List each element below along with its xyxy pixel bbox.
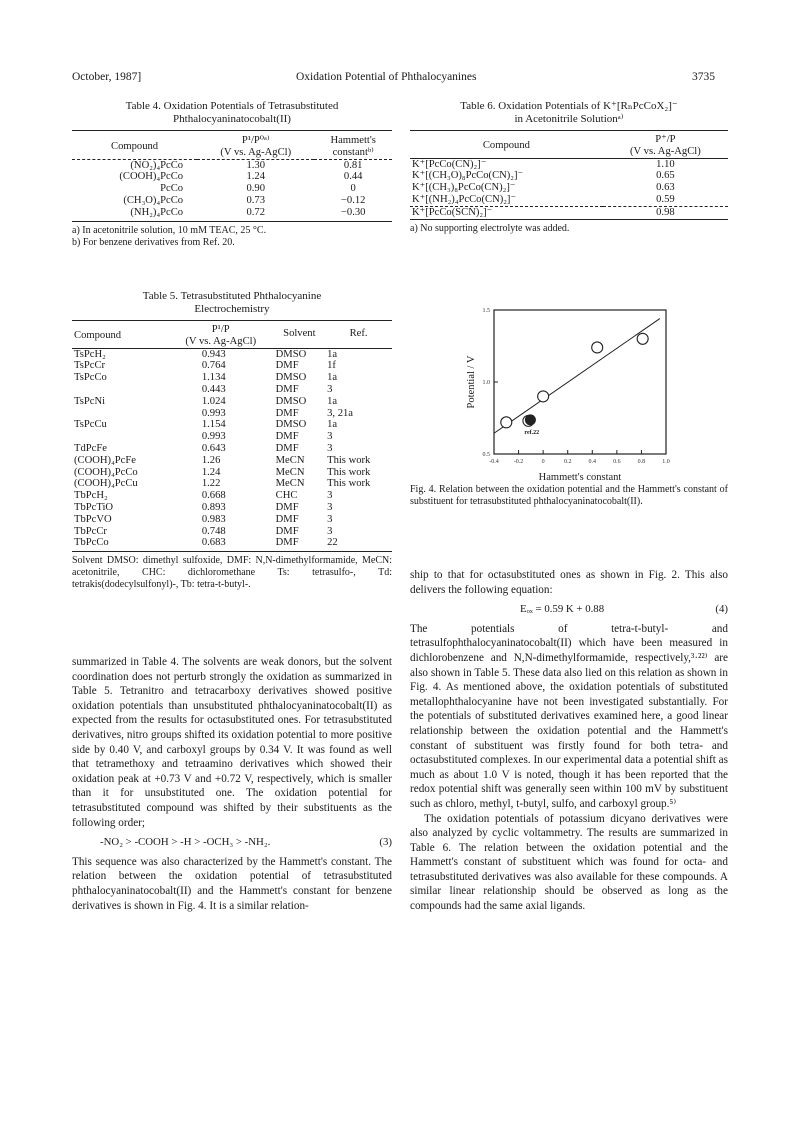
data-point bbox=[592, 342, 603, 353]
table5-cell-pot: 0.683 bbox=[201, 537, 226, 549]
table5-cell-compound: TsPcCu bbox=[74, 419, 107, 431]
data-point bbox=[538, 391, 549, 402]
table6-row bbox=[410, 158, 728, 170]
table5-cell-solvent: DMF bbox=[275, 407, 299, 419]
table5-cell-solvent: DMF bbox=[275, 513, 299, 525]
table5-row bbox=[72, 526, 392, 538]
table5-head-compound: Compound bbox=[74, 329, 122, 341]
table4-head-hammett2: constantᵇ⁾ bbox=[332, 146, 374, 158]
table5-cell-ref: 3 bbox=[327, 431, 333, 443]
table5-row bbox=[72, 467, 392, 479]
table5-cell-compound: TbPcVO bbox=[74, 513, 112, 525]
table4-cell-pot: 0.73 bbox=[246, 194, 266, 206]
equation-4-number: (4) bbox=[715, 603, 728, 616]
table6-head-pot-unit: (V vs. Ag-AgCl) bbox=[630, 145, 701, 157]
running-header-left: October, 1987] bbox=[72, 71, 142, 83]
table4-cell-pot: 0.72 bbox=[246, 206, 266, 218]
table5-cell-ref: 3 bbox=[327, 383, 333, 395]
table5-cell-pot: 0.443 bbox=[201, 383, 226, 395]
table5-head-pot-unit: (V vs. Ag-AgCl) bbox=[185, 335, 257, 347]
table5-cell-ref: This work bbox=[327, 478, 371, 490]
table5-cell-pot: 0.764 bbox=[201, 360, 226, 372]
table5-cell-pot: 0.893 bbox=[201, 501, 226, 513]
table5-cell-solvent: DMF bbox=[275, 431, 299, 443]
table5-row bbox=[72, 408, 392, 420]
table5-cell-ref: 1a bbox=[327, 372, 338, 384]
x-tick-label: 0 bbox=[541, 459, 545, 465]
table5-row bbox=[72, 348, 392, 360]
table4-footnote-a: a) In acetonitrile solution, 10 mM TEAC, 25 °C. bbox=[72, 224, 267, 236]
table5-footnote: Solvent DMSO: dimethyl sulfoxide, DMF: N,N-dimethylformamide, MeCN: acetonitrile, CHC: dichloromethane Ts: tetrasulfo-, Td: tetrakis(dodecylsulfonyl)-, Tb: tetra-t-butyl-. bbox=[72, 551, 392, 591]
table6-footnote: a) No supporting electrolyte was added. bbox=[410, 222, 570, 234]
table5 bbox=[72, 320, 392, 549]
x-tick-label: 0.8 bbox=[637, 459, 646, 465]
right-paragraph-2: The potentials of tetra-t-butyl- and tetrasulfophthalocyaninatocobalt(II) which have been measured in dichlorobenzene and N,N-dimethylformamide, respectively,³·²²⁾ are also shown in Table 5. These data also lied on this relation as shown in Fig. 4. As mentioned above, the oxidation potentials of substituted metallophthalocyanine have not been investigated substantially. For the potentials of substituted derivatives examined here, a good linear relationship between the oxidation potential and the Hammett's constant of substituent was firstly found for both tetra- and octasubstituted complexes. In our experimental data a potential shift as much as about 1.0 V is noted, though it has been reported that the redox potential shift was generally seen within 100 mV by substituent such as chloro, methyl, t-butyl, sulfo, and carboxyl group.⁵⁾ bbox=[410, 622, 728, 810]
table5-cell-compound bbox=[72, 408, 168, 420]
table4-cell-compound: (NH₂)₄PcCo bbox=[130, 206, 184, 218]
table5-row bbox=[72, 360, 392, 372]
figure-4-plot bbox=[450, 302, 690, 482]
running-header-title: Oxidation Potential of Phthalocyanines bbox=[296, 71, 477, 83]
table5-head-solvent: Solvent bbox=[283, 328, 316, 340]
table5-cell-compound: TbPcCr bbox=[74, 525, 107, 537]
table5-cell-pot: 0.943 bbox=[201, 348, 226, 360]
table4-head-compound: Compound bbox=[111, 140, 159, 152]
table5-cell-pot: 0.993 bbox=[201, 407, 226, 419]
table5-cell-solvent: DMF bbox=[275, 442, 299, 454]
table5-row bbox=[72, 455, 392, 467]
table5-cell-compound: TsPcH₂ bbox=[74, 348, 106, 360]
table6-cell-compound: K⁺[PcCo(CN)₂]⁻ bbox=[412, 158, 487, 170]
table5-cell-compound: TbPcH₂ bbox=[74, 490, 108, 502]
table6-cell-pot: 0.59 bbox=[656, 193, 675, 205]
table4-cell-pot: 1.24 bbox=[246, 171, 266, 183]
table5-cell-compound: TdPcFe bbox=[74, 442, 107, 454]
table5-cell-pot: 1.134 bbox=[201, 372, 226, 384]
y-tick-label: 1.5 bbox=[482, 308, 490, 314]
table6-cell-compound: K⁺[(NH₂)₄PcCo(CN)₂]⁻ bbox=[412, 193, 517, 205]
table5-row bbox=[72, 443, 392, 455]
x-tick-label: 0.6 bbox=[613, 459, 621, 465]
table5-cell-pot: 0.643 bbox=[201, 442, 226, 454]
table5-cell-pot: 0.983 bbox=[201, 513, 226, 525]
table6-cell-pot: 0.98 bbox=[656, 206, 675, 218]
left-paragraph-1: summarized in Table 4. The solvents are weak donors, but the solvent coordination does not perturb strongly the oxidation as summarized in Table 5. Tetranitro and tetracarboxy derivatives showed positive oxidation potentials than unsubstituted phthalocyaninatocobalt(II) as expected from the results for octasubstituted ones. For tetrasubstituted derivatives, nitro groups shifted its oxidation potential to more positive side by 0.40 V, and carboxyl groups by 0.34 V. It was found as well that tetramethoxy and tetraamino derivatives which showed their oxidation peak at +0.73 V and +0.72 V, respectively, which is smaller than it for unsubstituted one. The oxidation potential for tetrasubstituted compound was shifted by their substituents as the following order; bbox=[72, 656, 392, 829]
table5-cell-compound bbox=[72, 431, 168, 443]
table5-row bbox=[72, 478, 392, 490]
table5-head-ref: Ref. bbox=[349, 328, 368, 340]
table6-cell-compound: K⁺[PcCo(SCN)₂]⁻ bbox=[412, 206, 493, 218]
table5-cell-pot: 0.748 bbox=[201, 525, 226, 537]
table4-cell-hammett: 0 bbox=[350, 183, 356, 195]
data-point bbox=[501, 417, 512, 428]
table6-header bbox=[410, 131, 728, 159]
table6-row-last bbox=[410, 206, 728, 219]
table4-head-hammett: Hammett's bbox=[330, 135, 376, 146]
table5-cell-ref: 3 bbox=[327, 501, 333, 513]
table5-row bbox=[72, 502, 392, 514]
x-tick-label: -0.2 bbox=[513, 459, 524, 465]
equation-4-body: Eₒₓ = 0.59 K + 0.88 bbox=[520, 603, 605, 616]
table6-row bbox=[410, 170, 728, 182]
equation-3 bbox=[72, 830, 392, 855]
table5-cell-pot: 1.154 bbox=[201, 419, 226, 431]
table5-cell-solvent: DMF bbox=[275, 525, 299, 537]
page-number: 3735 bbox=[692, 71, 715, 83]
table5-cell-ref: 1a bbox=[327, 348, 338, 360]
left-body-text bbox=[72, 655, 392, 913]
table5-row bbox=[72, 431, 392, 443]
table4-row bbox=[72, 183, 392, 195]
table4-footnote-b: b) For benzene derivatives from Ref. 20. bbox=[72, 236, 235, 248]
x-tick-label: -0.4 bbox=[489, 459, 499, 465]
table4-cell-hammett: 0.44 bbox=[343, 171, 363, 183]
y-tick-label: 0.5 bbox=[482, 452, 490, 458]
table6-cell-pot: 0.63 bbox=[656, 182, 675, 194]
y-axis-label: Potential / V bbox=[466, 355, 477, 409]
table4-cell-compound: (COOH)₄PcCo bbox=[119, 171, 184, 183]
table5-cell-ref: 3 bbox=[327, 525, 333, 537]
table5-block bbox=[72, 290, 392, 591]
table4-header bbox=[72, 131, 392, 160]
table5-row bbox=[72, 384, 392, 396]
table5-row bbox=[72, 396, 392, 408]
table6-block bbox=[410, 100, 728, 235]
table5-cell-ref: 3, 21a bbox=[327, 407, 353, 419]
point-annotation: ref.22 bbox=[524, 429, 540, 436]
table4-footnotes bbox=[72, 221, 392, 249]
y-tick-label: 1.0 bbox=[482, 380, 490, 386]
right-paragraph-1: ship to that for octasubstituted ones as shown in Fig. 2. This also delivers the following equation: bbox=[410, 569, 728, 596]
table5-cell-solvent: DMSO bbox=[275, 419, 307, 431]
table5-caption: Table 5. Tetrasubstituted Phthalocyanine Electrochemistry bbox=[142, 290, 322, 315]
table5-cell-solvent: DMSO bbox=[275, 372, 307, 384]
table5-cell-ref: 22 bbox=[327, 537, 338, 549]
table5-head-pot: P¹/P bbox=[211, 324, 230, 335]
table6-cell-compound: K⁺[(CH₃O)₈PcCo(CN)₂]⁻ bbox=[412, 170, 524, 182]
table5-cell-compound bbox=[72, 384, 168, 396]
table4-cell-compound: PcCo bbox=[160, 183, 184, 195]
data-point-filled bbox=[525, 415, 535, 425]
table4-caption: Table 4. Oxidation Potentials of Tetrasubstituted Phthalocyaninatocobalt(II) bbox=[125, 100, 339, 125]
table4-cell-hammett: −0.12 bbox=[340, 194, 366, 206]
equation-3-body: -NO₂ > -COOH > -H > -OCH₃ > -NH₂. bbox=[100, 836, 271, 849]
table5-cell-pot: 1.024 bbox=[201, 395, 226, 407]
table4-cell-compound: (NO₂)₄PcCo bbox=[130, 159, 184, 171]
fit-line bbox=[494, 319, 660, 434]
table5-cell-compound: (COOH)₄PcCu bbox=[74, 478, 138, 490]
table4 bbox=[72, 130, 392, 219]
table4-block bbox=[72, 100, 392, 249]
table6-head-compound: Compound bbox=[482, 139, 530, 151]
table5-cell-solvent: DMF bbox=[275, 360, 299, 372]
table4-row bbox=[72, 171, 392, 183]
table6-cell-compound: K⁺[(CH₃)₈PcCo(CN)₂]⁻ bbox=[412, 182, 516, 194]
table4-row bbox=[72, 195, 392, 207]
table4-head-pot: P¹/P⁰ᵃ⁾ bbox=[241, 135, 270, 146]
table5-cell-compound: (COOH)₄PcFe bbox=[74, 454, 136, 466]
table5-cell-pot: 1.26 bbox=[201, 454, 221, 466]
table5-row bbox=[72, 537, 392, 549]
table5-cell-pot: 1.22 bbox=[201, 478, 221, 490]
table4-cell-pot: 1.30 bbox=[246, 159, 266, 171]
table5-cell-solvent: DMF bbox=[275, 383, 299, 395]
data-point bbox=[637, 333, 648, 344]
table5-header bbox=[72, 321, 392, 349]
table5-cell-solvent: MeCN bbox=[275, 466, 305, 478]
table5-cell-ref: 3 bbox=[327, 490, 333, 502]
right-paragraph-3: The oxidation potentials of potassium dicyano derivatives were also analyzed by cyclic voltammetry. The results are summarized in Table 6. The relation between the oxidation potential and the Hammett's constant of substituent which was found for octa- and tetrasubstituted derivatives was also available for these compounds. A similar linear relationship should be observed as long as the compounds had the same axial ligands. bbox=[410, 812, 728, 913]
table5-cell-ref: 3 bbox=[327, 442, 333, 454]
table5-cell-solvent: DMF bbox=[275, 501, 299, 513]
table5-cell-compound: TsPcCr bbox=[74, 360, 106, 372]
table4-row bbox=[72, 159, 392, 171]
table4-cell-pot: 0.90 bbox=[246, 183, 266, 195]
table5-cell-ref: 1f bbox=[327, 360, 336, 372]
x-tick-label: 0.2 bbox=[563, 459, 572, 465]
table5-cell-compound: TbPcCo bbox=[74, 537, 109, 549]
x-tick-label: 1.0 bbox=[662, 459, 670, 465]
table5-cell-solvent: DMSO bbox=[275, 348, 307, 360]
table5-cell-compound: TbPcTiO bbox=[74, 501, 114, 513]
table5-cell-pot: 1.24 bbox=[201, 466, 221, 478]
figure-4-caption: Fig. 4. Relation between the oxidation potential and the Hammett's constant of substituent for tetrasubstituted phthalocyaninatocobalt(II). bbox=[410, 484, 728, 507]
table5-cell-compound: (COOH)₄PcCo bbox=[74, 466, 138, 478]
table6-row bbox=[410, 194, 728, 206]
x-tick-label: 0.4 bbox=[588, 459, 597, 465]
table6-row bbox=[410, 182, 728, 194]
table5-row bbox=[72, 490, 392, 502]
table6-caption: Table 6. Oxidation Potentials of K⁺[RₙPcCoX₂]⁻ in Acetonitrile Solutionᵃ⁾ bbox=[460, 100, 678, 125]
table5-cell-ref: 1a bbox=[327, 419, 338, 431]
table6-cell-pot: 0.65 bbox=[656, 170, 675, 182]
table5-row bbox=[72, 372, 392, 384]
right-body-text bbox=[410, 568, 728, 914]
table5-cell-solvent: MeCN bbox=[275, 478, 305, 490]
table4-cell-hammett: −0.30 bbox=[340, 206, 366, 218]
table5-cell-solvent: DMF bbox=[275, 537, 299, 549]
table5-row bbox=[72, 514, 392, 526]
table5-cell-pot: 0.993 bbox=[201, 431, 226, 443]
left-paragraph-2: This sequence was also characterized by the Hammett's constant. The relation between the oxidation potential of tetrasubstituted phthalocyaninatocobalt(II) and the Hammett's constant for benzene derivatives is shown in Fig. 4. It is a similar relation- bbox=[72, 855, 392, 912]
table5-cell-ref: 1a bbox=[327, 395, 338, 407]
table5-cell-ref: 3 bbox=[327, 513, 333, 525]
table5-cell-solvent: CHC bbox=[275, 490, 298, 502]
table5-cell-compound: TsPcCo bbox=[74, 372, 107, 384]
table5-cell-compound: TsPcNi bbox=[74, 395, 106, 407]
table6-head-pot: P⁺/P bbox=[655, 134, 676, 145]
figure-4 bbox=[450, 302, 690, 482]
table4-cell-compound: (CH₃O)₄PcCo bbox=[123, 194, 184, 206]
table5-cell-solvent: DMSO bbox=[275, 395, 307, 407]
table5-cell-pot: 0.668 bbox=[201, 490, 226, 502]
table4-head-pot-unit: (V vs. Ag-AgCl) bbox=[220, 146, 292, 158]
equation-3-number: (3) bbox=[379, 836, 392, 849]
table5-cell-ref: This work bbox=[327, 466, 371, 478]
table5-row bbox=[72, 419, 392, 431]
table4-cell-hammett: 0.81 bbox=[343, 159, 363, 171]
table4-row bbox=[72, 207, 392, 219]
table6-cell-pot: 1.10 bbox=[656, 158, 675, 170]
equation-4 bbox=[410, 597, 728, 622]
table5-cell-ref: This work bbox=[327, 454, 371, 466]
table6 bbox=[410, 130, 728, 220]
x-axis-label: Hammett's constant bbox=[538, 472, 622, 482]
table5-cell-solvent: MeCN bbox=[275, 454, 305, 466]
